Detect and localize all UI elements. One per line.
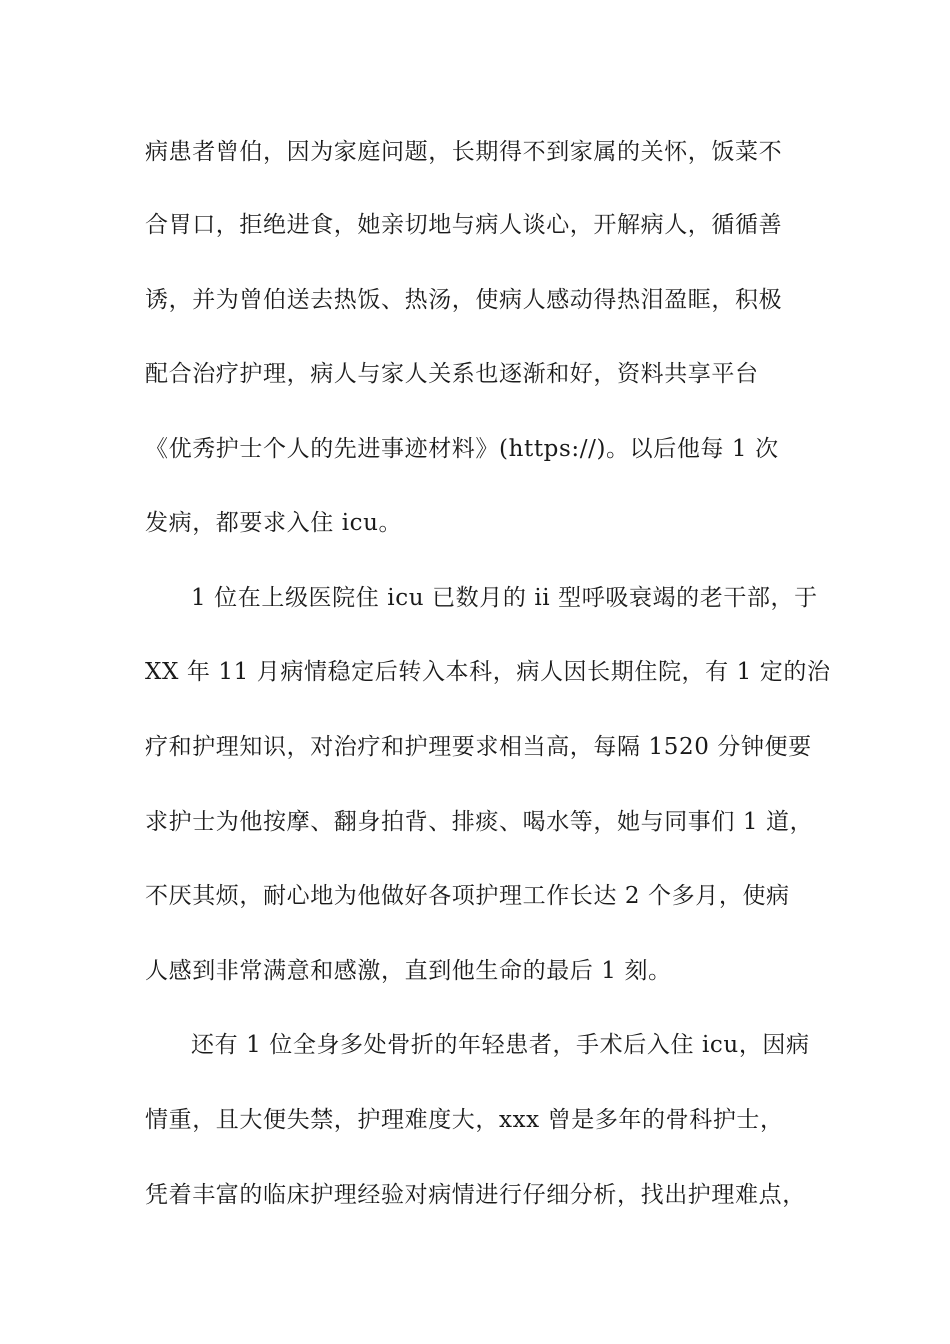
text-line: 病患者曾伯，因为家庭问题，长期得不到家属的关怀，饭菜不 xyxy=(145,139,783,165)
text-line: 诱，并为曾伯送去热饭、热汤，使病人感动得热泪盈眶，积极 xyxy=(145,287,783,313)
text-line: 疗和护理知识，对治疗和护理要求相当高，每隔 1520 分钟便要 xyxy=(145,734,812,760)
text-line: 人感到非常满意和感激，直到他生命的最后 1 刻。 xyxy=(145,958,672,984)
text-line: 不厌其烦，耐心地为他做好各项护理工作长达 2 个多月，使病 xyxy=(145,883,790,909)
text-line: XX 年 11 月病情稳定后转入本科，病人因长期住院，有 1 定的治 xyxy=(145,659,831,685)
text-line: 配合治疗护理，病人与家人关系也逐渐和好，资料共享平台 xyxy=(145,361,759,387)
text-line: 凭着丰富的临床护理经验对病情进行仔细分析，找出护理难点， xyxy=(145,1182,806,1208)
text-line: 求护士为他按摩、翻身拍背、排痰、喝水等，她与同事们 1 道， xyxy=(145,809,814,835)
paragraph-start-line: 还有 1 位全身多处骨折的年轻患者，手术后入住 icu，因病 xyxy=(191,1032,810,1058)
text-line: 发病，都要求入住 icu。 xyxy=(145,510,403,536)
text-line: 合胃口，拒绝进食，她亲切地与病人谈心，开解病人，循循善 xyxy=(145,212,783,238)
text-line: 《优秀护士个人的先进事迹材料》(https://)。以后他每 1 次 xyxy=(145,436,779,462)
paragraph-start-line: 1 位在上级医院住 icu 已数月的 ii 型呼吸衰竭的老干部，于 xyxy=(191,585,818,611)
text-line: 情重，且大便失禁，护理难度大，xxx 曾是多年的骨科护士， xyxy=(145,1107,784,1133)
